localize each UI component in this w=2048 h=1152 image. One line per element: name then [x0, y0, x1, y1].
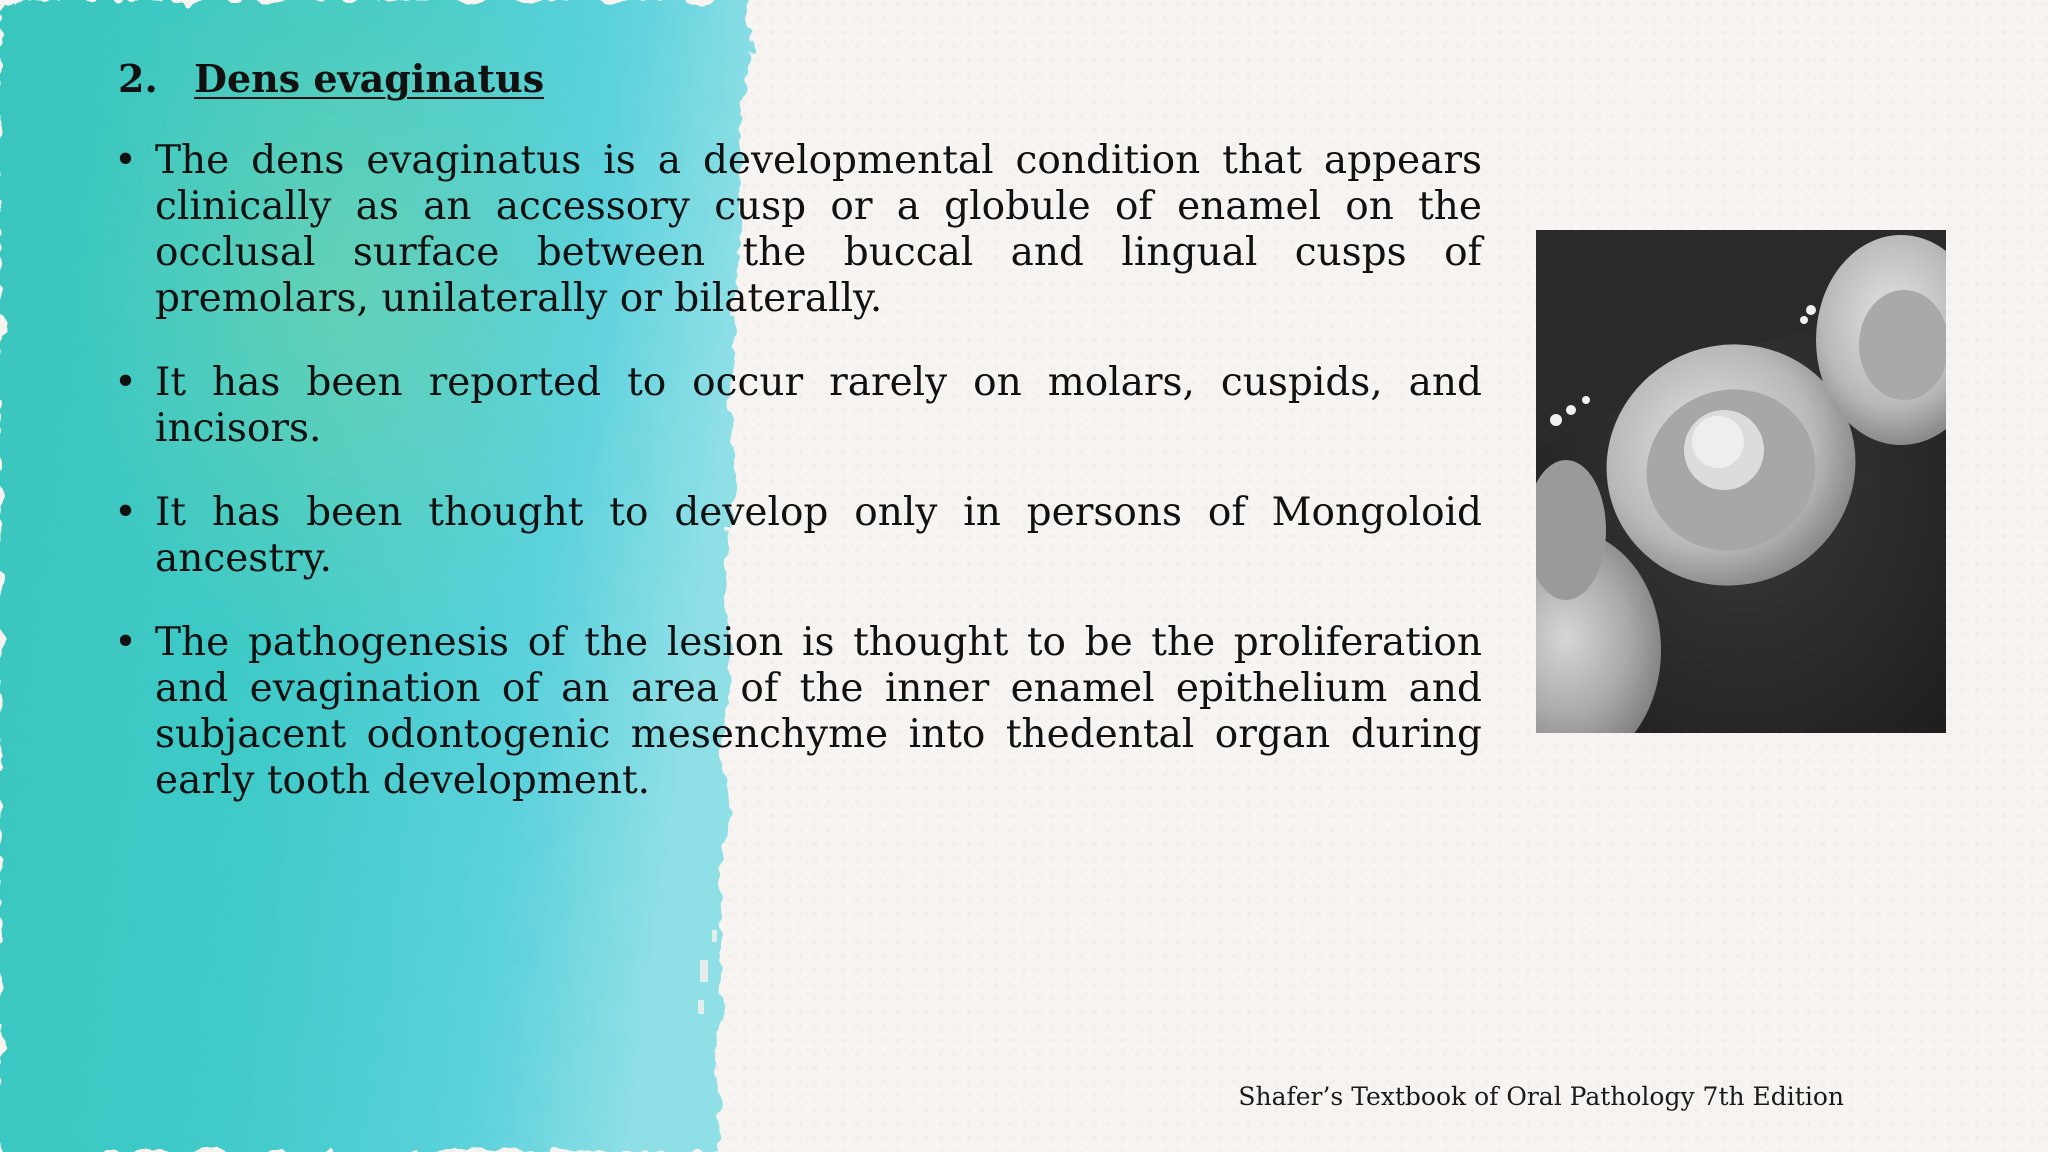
- bullet-item: [114, 138, 1482, 322]
- bullet-item: [114, 620, 1482, 804]
- bullet-icon: •: [114, 138, 138, 183]
- bullet-icon: •: [114, 620, 138, 665]
- bullet-icon: •: [114, 360, 138, 405]
- bullet-item: [114, 360, 1482, 452]
- section-title: Dens evaginatus: [194, 56, 545, 101]
- slide-title: [118, 56, 544, 101]
- bullet-text: The pathogenesis of the lesion is thought to be the proliferation and evagination of an area of the inner enamel epithelium and subjacent odontogenic mesenchyme into thedental organ during early tooth development.: [155, 620, 1482, 803]
- clinical-tooth-photo: [1536, 230, 1946, 733]
- bullet-icon: •: [114, 490, 138, 535]
- bullet-text: The dens evaginatus is a developmental condition that appears clinically as an accessory cusp or a globule of enamel on the occlusal surface between the buccal and lingual cusps of premolars, unilaterally or bilaterally.: [155, 138, 1482, 321]
- bullet-text: It has been thought to develop only in persons of Mongoloid ancestry.: [155, 490, 1482, 581]
- bullet-text: It has been reported to occur rarely on molars, cuspids, and incisors.: [155, 360, 1482, 451]
- bullet-item: [114, 490, 1482, 582]
- section-number: 2.: [118, 56, 158, 101]
- bullet-list: [114, 138, 1482, 842]
- citation: Shafer’s Textbook of Oral Pathology 7th Edition: [1238, 1082, 1844, 1111]
